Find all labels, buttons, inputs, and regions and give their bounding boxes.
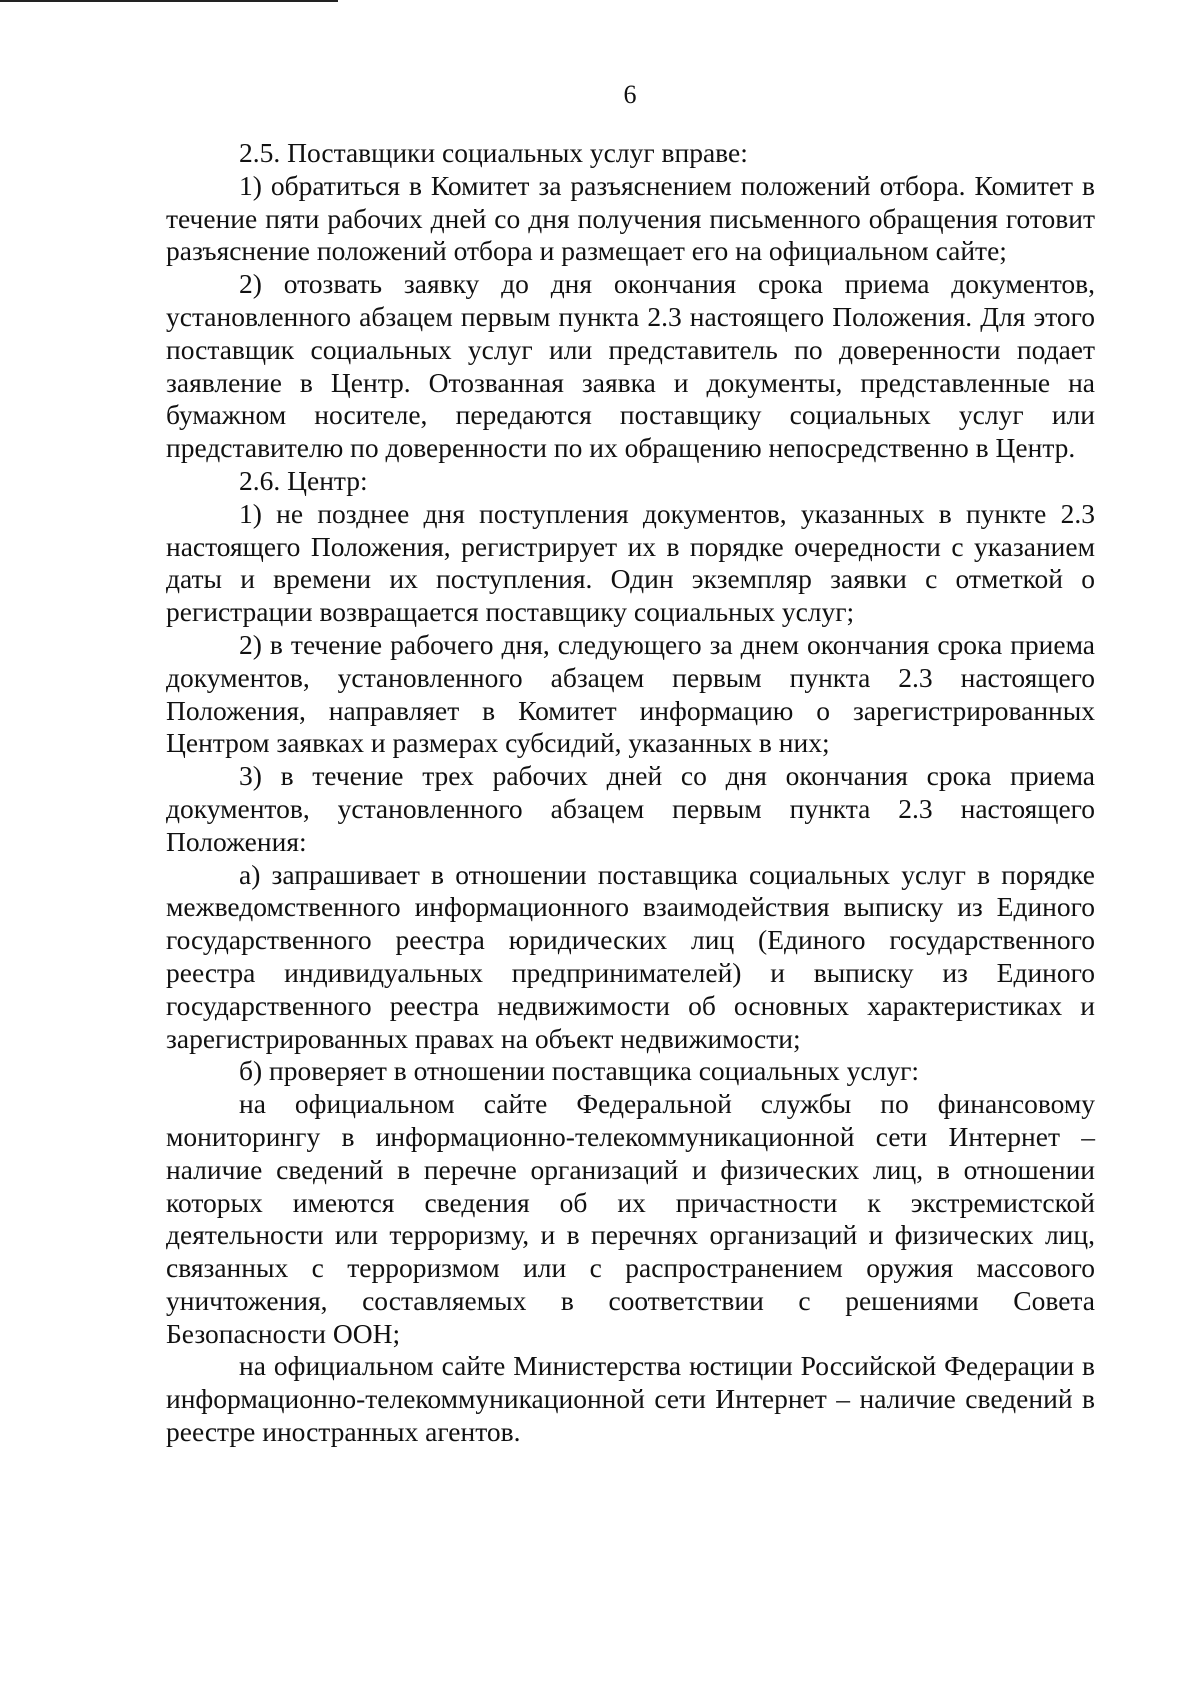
paragraph-2-5-item-2: 2) отозвать заявку до дня окончания срока приема документов, установленного абзацем первым пункта 2.3 настоящего Положения. Для этого поставщик социальных услуг или представитель по доверенности подает заявление в Центр. Отозванная заявка и документы, представленные на бумажном носителе, передаются поставщику социальных услуг или представителю по доверенности по их обращению непосредственно в Центр. [166, 268, 1095, 464]
paragraph-2-6-item-3: 3) в течение трех рабочих дней со дня окончания срока приема документов, установленного абзацем первым пункта 2.3 настоящего Положения: [166, 760, 1095, 857]
page-number: 6 [623, 80, 637, 109]
paragraph-2-6-item-1: 1) не позднее дня поступления документов, указанных в пункте 2.3 настоящего Положения, регистрирует их в порядке очередности с указанием даты и времени их поступления. Один экземпляр заявки с отметкой о регистрации возвращается поставщику социальных услуг; [166, 497, 1095, 628]
document-body [166, 137, 1095, 1449]
paragraph-2-6-item-3a: а) запрашивает в отношении поставщика социальных услуг в порядке межведомственного информационного взаимодействия выписку из Единого государственного реестра юридических лиц (Единого государственного реестра индивидуальных предпринимателей) и выписку из Единого государственного реестра недвижимости об основных характеристиках и зарегистрированных правах на объект недвижимости; [166, 858, 1095, 1054]
scan-edge-mark [0, 0, 338, 2]
paragraph-2-6-heading: 2.6. Центр: [239, 464, 368, 496]
paragraph-2-5-item-1: 1) обратиться в Комитет за разъяснением положений отбора. Комитет в течение пяти рабочих дней со дня получения письменного обращения готовит разъяснение положений отбора и размещает его на официальном сайте; [166, 169, 1095, 267]
paragraph-minjust-check: на официальном сайте Министерства юстиции Российской Федерации в информационно-телекоммуникационной сети Интернет – наличие сведений в реестре иностранных агентов. [166, 1350, 1095, 1448]
paragraph-2-5-heading: 2.5. Поставщики социальных услуг вправе: [239, 137, 748, 168]
paragraph-2-6-item-2: 2) в течение рабочего дня, следующего за днем окончания срока приема документов, установленного абзацем первым пункта 2.3 настоящего Положения, направляет в Комитет информацию о зарегистрированных Центром заявках и размерах субсидий, указанных в них; [166, 628, 1095, 759]
paragraph-2-6-item-3b: б) проверяет в отношении поставщика социальных услуг: [239, 1055, 919, 1087]
paragraph-fedmonitoring-check: на официальном сайте Федеральной службы по финансовому мониторингу в информационно-телекоммуникационной сети Интернет – наличие сведений в перечне организаций и физических лиц, в отношении которых имеются сведения об их причастности к экстремистской деятельности или терроризму, и в перечнях организаций и физических лиц, связанных с терроризмом или с распространением оружия массового уничтожения, составляемых в соответствии с решениями Совета Безопасности ООН; [166, 1088, 1095, 1349]
